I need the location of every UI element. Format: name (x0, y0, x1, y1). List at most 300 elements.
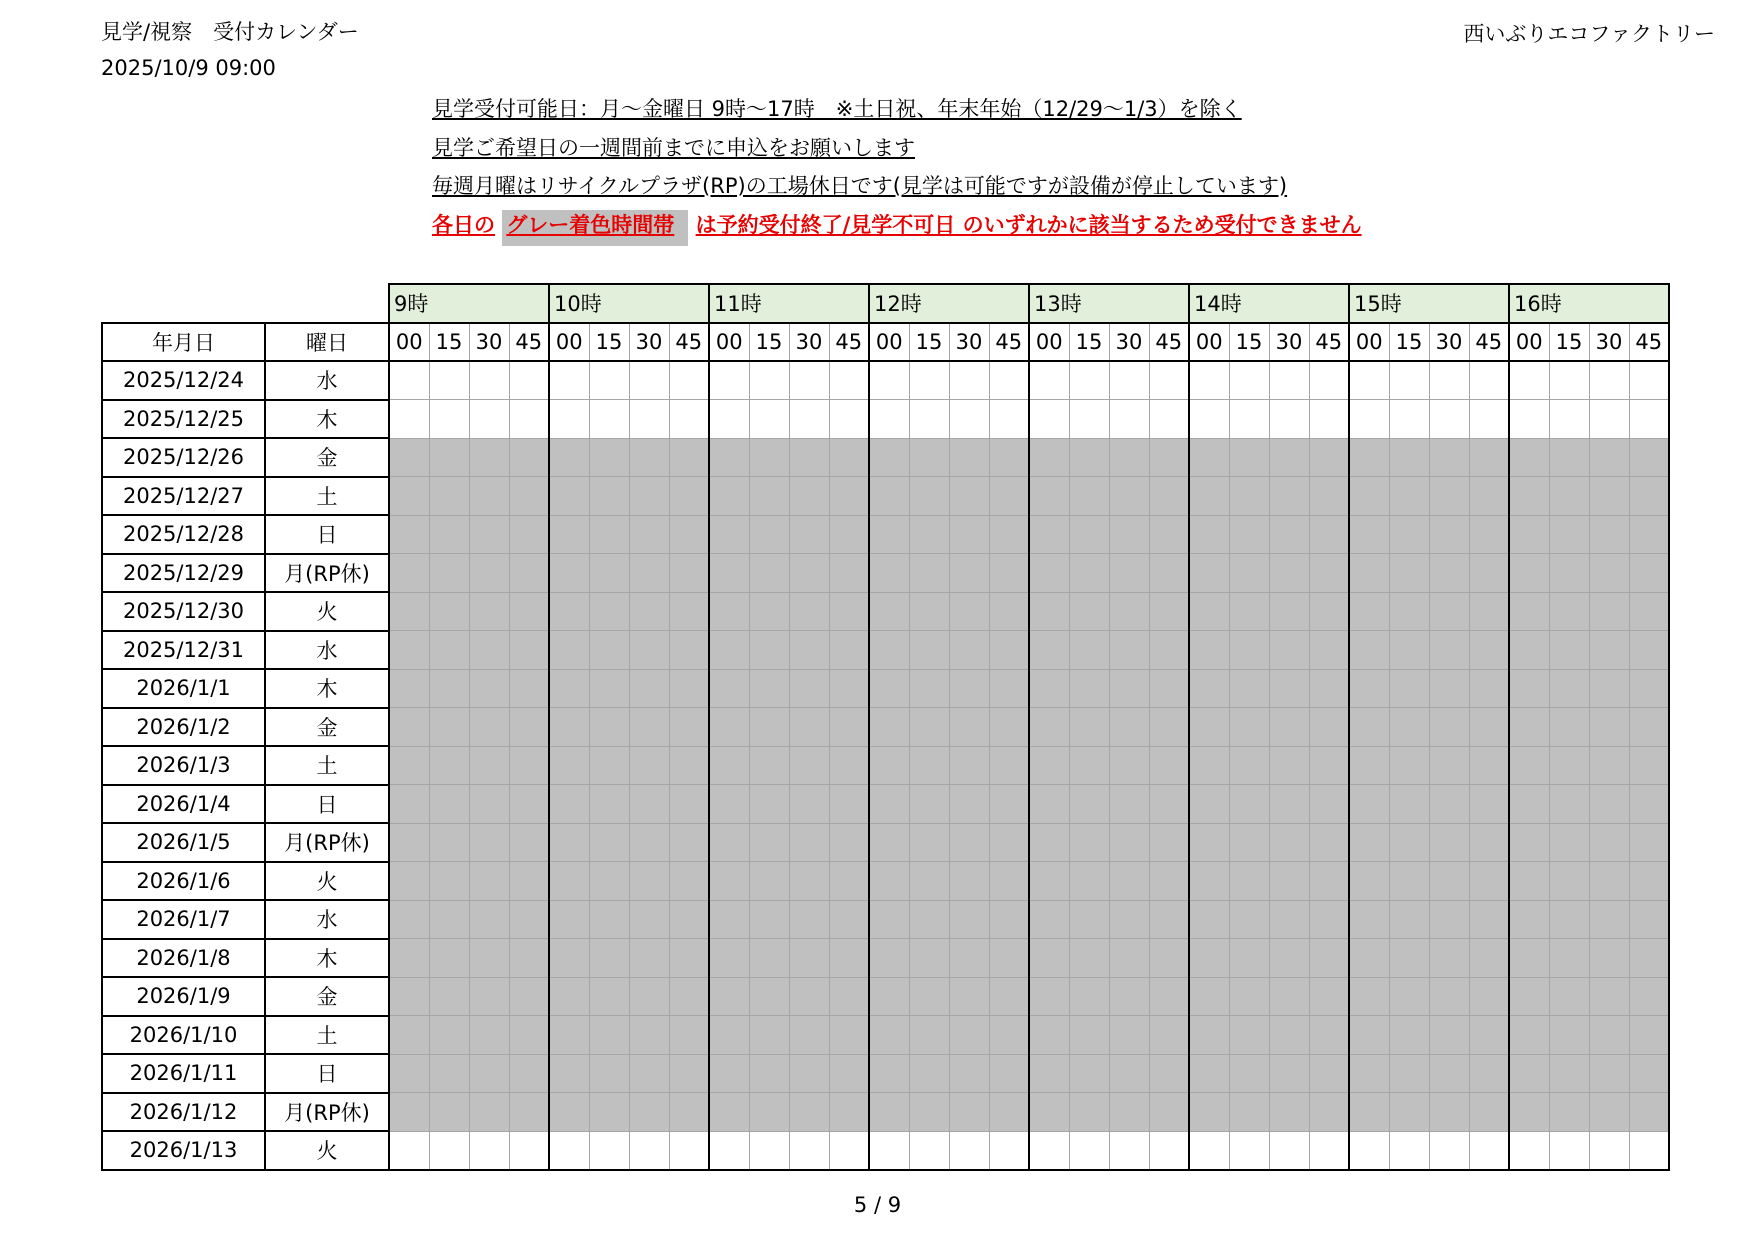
time-slot-closed (509, 900, 549, 939)
time-slot-closed (1269, 939, 1309, 978)
time-slot-open (1229, 1131, 1269, 1170)
time-slot-closed (1069, 977, 1109, 1016)
time-slot-open (869, 1131, 909, 1170)
time-slot-closed (1589, 592, 1629, 631)
time-slot-closed (589, 631, 629, 670)
minute-header: 45 (829, 323, 869, 362)
time-slot-closed (829, 438, 869, 477)
weekday-cell: 水 (265, 631, 389, 670)
time-slot-closed (549, 1016, 589, 1055)
minute-header: 15 (429, 323, 469, 362)
time-slot-closed (909, 862, 949, 901)
time-slot-closed (829, 746, 869, 785)
weekday-cell: 日 (265, 515, 389, 554)
time-slot-open (1349, 400, 1389, 439)
minute-header: 30 (1269, 323, 1309, 362)
time-slot-closed (629, 631, 669, 670)
time-slot-closed (589, 977, 629, 1016)
time-slot-closed (1429, 1016, 1469, 1055)
time-slot-closed (1629, 746, 1669, 785)
date-cell: 2026/1/9 (102, 977, 265, 1016)
header-blank (265, 284, 389, 323)
time-slot-closed (909, 746, 949, 785)
time-slot-closed (1589, 631, 1629, 670)
time-slot-closed (1349, 862, 1389, 901)
time-slot-closed (469, 977, 509, 1016)
time-slot-closed (589, 785, 629, 824)
time-slot-closed (549, 977, 589, 1016)
time-slot-closed (949, 746, 989, 785)
time-slot-closed (869, 1054, 909, 1093)
time-slot-open (1269, 1131, 1309, 1170)
page-title: 見学/視察 受付カレンダー (101, 20, 359, 44)
time-slot-closed (509, 708, 549, 747)
time-slot-closed (1029, 515, 1069, 554)
time-slot-closed (1189, 977, 1229, 1016)
time-slot-closed (949, 1054, 989, 1093)
time-slot-open (1349, 361, 1389, 400)
time-slot-closed (549, 477, 589, 516)
time-slot-closed (1229, 823, 1269, 862)
time-slot-closed (389, 554, 429, 593)
time-slot-closed (1549, 785, 1589, 824)
time-slot-closed (1349, 438, 1389, 477)
time-slot-closed (1509, 515, 1549, 554)
time-slot-closed (589, 554, 629, 593)
time-slot-open (1029, 361, 1069, 400)
time-slot-closed (1069, 1016, 1109, 1055)
time-slot-closed (629, 785, 669, 824)
reservation-calendar-table (101, 283, 1670, 1171)
time-slot-closed (1029, 785, 1069, 824)
time-slot-closed (1309, 746, 1349, 785)
time-slot-closed (1149, 785, 1189, 824)
time-slot-closed (949, 1093, 989, 1132)
time-slot-closed (629, 1054, 669, 1093)
weekday-cell: 金 (265, 977, 389, 1016)
time-slot-closed (429, 477, 469, 516)
time-slot-closed (789, 669, 829, 708)
time-slot-closed (589, 592, 629, 631)
time-slot-closed (789, 515, 829, 554)
time-slot-closed (1629, 554, 1669, 593)
time-slot-closed (1309, 515, 1349, 554)
time-slot-closed (909, 939, 949, 978)
time-slot-closed (1469, 1016, 1509, 1055)
time-slot-closed (989, 823, 1029, 862)
minute-header: 00 (869, 323, 909, 362)
time-slot-closed (469, 515, 509, 554)
time-slot-closed (469, 823, 509, 862)
time-slot-closed (429, 900, 469, 939)
time-slot-closed (709, 1054, 749, 1093)
time-slot-closed (709, 746, 749, 785)
time-slot-closed (709, 785, 749, 824)
time-slot-closed (429, 977, 469, 1016)
time-slot-closed (509, 1016, 549, 1055)
time-slot-closed (1389, 823, 1429, 862)
time-slot-closed (789, 939, 829, 978)
time-slot-closed (1269, 823, 1309, 862)
time-slot-closed (1229, 977, 1269, 1016)
time-slot-closed (1309, 1016, 1349, 1055)
time-slot-closed (1229, 708, 1269, 747)
time-slot-closed (669, 1093, 709, 1132)
time-slot-closed (1109, 977, 1149, 1016)
time-slot-closed (749, 592, 789, 631)
time-slot-closed (1389, 477, 1429, 516)
time-slot-closed (1629, 977, 1669, 1016)
time-slot-closed (1229, 1016, 1269, 1055)
date-cell: 2025/12/26 (102, 438, 265, 477)
time-slot-closed (949, 823, 989, 862)
time-slot-closed (1509, 477, 1549, 516)
time-slot-closed (989, 554, 1029, 593)
time-slot-closed (1349, 939, 1389, 978)
time-slot-closed (1509, 900, 1549, 939)
time-slot-closed (509, 631, 549, 670)
time-slot-closed (589, 515, 629, 554)
time-slot-closed (789, 785, 829, 824)
calendar-row (102, 554, 1669, 593)
time-slot-closed (1469, 862, 1509, 901)
weekday-cell: 火 (265, 862, 389, 901)
time-slot-closed (549, 746, 589, 785)
time-slot-closed (589, 900, 629, 939)
time-slot-closed (1629, 631, 1669, 670)
time-slot-closed (1549, 669, 1589, 708)
time-slot-closed (509, 592, 549, 631)
time-slot-closed (1349, 746, 1389, 785)
weekday-cell: 木 (265, 400, 389, 439)
time-slot-closed (789, 746, 829, 785)
time-slot-closed (1429, 977, 1469, 1016)
time-slot-closed (1189, 708, 1229, 747)
time-slot-closed (1549, 900, 1589, 939)
minute-header: 45 (1309, 323, 1349, 362)
calendar-row (102, 708, 1669, 747)
weekday-cell: 木 (265, 669, 389, 708)
time-slot-closed (469, 477, 509, 516)
time-slot-open (709, 361, 749, 400)
time-slot-closed (669, 785, 709, 824)
minute-header: 00 (709, 323, 749, 362)
time-slot-closed (1269, 746, 1309, 785)
time-slot-closed (1149, 631, 1189, 670)
time-slot-open (989, 400, 1029, 439)
minute-header: 45 (509, 323, 549, 362)
time-slot-closed (1469, 708, 1509, 747)
time-slot-closed (1229, 438, 1269, 477)
time-slot-closed (789, 1054, 829, 1093)
time-slot-closed (1029, 631, 1069, 670)
time-slot-closed (1109, 785, 1149, 824)
time-slot-closed (869, 746, 909, 785)
time-slot-closed (1229, 669, 1269, 708)
time-slot-closed (1629, 515, 1669, 554)
time-slot-closed (389, 977, 429, 1016)
time-slot-closed (1069, 515, 1109, 554)
time-slot-closed (1189, 785, 1229, 824)
time-slot-closed (1109, 823, 1149, 862)
time-slot-open (709, 1131, 749, 1170)
minute-header: 00 (1029, 323, 1069, 362)
time-slot-open (469, 400, 509, 439)
time-slot-closed (1389, 554, 1429, 593)
time-slot-closed (669, 515, 709, 554)
weekday-cell: 木 (265, 939, 389, 978)
time-slot-closed (1469, 438, 1509, 477)
time-slot-closed (949, 900, 989, 939)
time-slot-closed (1509, 823, 1549, 862)
time-slot-closed (1149, 939, 1189, 978)
weekday-cell: 水 (265, 900, 389, 939)
time-slot-closed (629, 708, 669, 747)
weekday-cell: 金 (265, 438, 389, 477)
time-slot-closed (989, 977, 1029, 1016)
time-slot-closed (1389, 746, 1429, 785)
time-slot-closed (989, 785, 1029, 824)
time-slot-closed (389, 1054, 429, 1093)
time-slot-open (709, 400, 749, 439)
minute-header: 15 (749, 323, 789, 362)
time-slot-closed (1549, 1016, 1589, 1055)
date-cell: 2025/12/28 (102, 515, 265, 554)
time-slot-closed (1429, 631, 1469, 670)
time-slot-closed (589, 939, 629, 978)
time-slot-closed (389, 669, 429, 708)
weekday-cell: 土 (265, 1016, 389, 1055)
time-slot-open (1629, 400, 1669, 439)
hour-header: 11時 (709, 284, 869, 323)
time-slot-closed (1509, 1054, 1549, 1093)
time-slot-closed (1109, 708, 1149, 747)
time-slot-closed (1509, 708, 1549, 747)
calendar-row (102, 1131, 1669, 1170)
calendar-row (102, 361, 1669, 400)
time-slot-closed (1149, 554, 1189, 593)
hour-header-row (102, 284, 1669, 323)
time-slot-closed (749, 977, 789, 1016)
time-slot-closed (869, 900, 909, 939)
time-slot-closed (1189, 939, 1229, 978)
time-slot-closed (789, 862, 829, 901)
time-slot-closed (589, 1093, 629, 1132)
time-slot-closed (1309, 631, 1349, 670)
time-slot-closed (989, 708, 1029, 747)
time-slot-closed (1069, 1093, 1109, 1132)
time-slot-closed (1149, 708, 1189, 747)
time-slot-closed (829, 592, 869, 631)
time-slot-closed (629, 477, 669, 516)
hour-header: 13時 (1029, 284, 1189, 323)
weekday-cell: 土 (265, 746, 389, 785)
minute-header: 15 (589, 323, 629, 362)
time-slot-closed (1069, 631, 1109, 670)
time-slot-closed (1429, 669, 1469, 708)
time-slot-closed (869, 1016, 909, 1055)
time-slot-closed (709, 1093, 749, 1132)
time-slot-closed (1109, 554, 1149, 593)
time-slot-closed (469, 1054, 509, 1093)
time-slot-closed (1189, 1054, 1229, 1093)
time-slot-closed (669, 592, 709, 631)
time-slot-closed (1109, 862, 1149, 901)
time-slot-closed (1069, 1054, 1109, 1093)
time-slot-closed (709, 823, 749, 862)
time-slot-closed (989, 438, 1029, 477)
time-slot-closed (389, 746, 429, 785)
time-slot-closed (1229, 785, 1269, 824)
minute-header: 30 (789, 323, 829, 362)
time-slot-closed (549, 900, 589, 939)
time-slot-closed (1109, 477, 1149, 516)
time-slot-open (1189, 1131, 1229, 1170)
minute-header: 45 (1469, 323, 1509, 362)
minute-header: 45 (1629, 323, 1669, 362)
time-slot-closed (669, 631, 709, 670)
time-slot-closed (709, 438, 749, 477)
time-slot-closed (869, 823, 909, 862)
time-slot-closed (549, 592, 589, 631)
time-slot-open (789, 1131, 829, 1170)
time-slot-closed (1589, 1016, 1629, 1055)
time-slot-closed (869, 477, 909, 516)
time-slot-open (389, 1131, 429, 1170)
time-slot-closed (1109, 515, 1149, 554)
time-slot-closed (669, 438, 709, 477)
minute-header: 00 (1349, 323, 1389, 362)
time-slot-closed (1629, 1054, 1669, 1093)
time-slot-closed (789, 477, 829, 516)
time-slot-closed (469, 554, 509, 593)
time-slot-closed (1469, 1054, 1509, 1093)
time-slot-closed (1629, 939, 1669, 978)
time-slot-closed (1509, 785, 1549, 824)
time-slot-closed (909, 631, 949, 670)
time-slot-closed (789, 438, 829, 477)
time-slot-closed (1189, 592, 1229, 631)
time-slot-open (429, 400, 469, 439)
time-slot-open (1069, 361, 1109, 400)
time-slot-closed (749, 862, 789, 901)
time-slot-closed (1189, 669, 1229, 708)
time-slot-closed (629, 1093, 669, 1132)
time-slot-closed (1269, 1093, 1309, 1132)
time-slot-closed (869, 977, 909, 1016)
time-slot-closed (1189, 1093, 1229, 1132)
time-slot-closed (1029, 438, 1069, 477)
time-slot-closed (1069, 900, 1109, 939)
time-slot-closed (429, 669, 469, 708)
time-slot-closed (1149, 823, 1189, 862)
organization-name: 西いぶりエコファクトリー (1463, 22, 1715, 46)
time-slot-open (1149, 1131, 1189, 1170)
time-slot-open (429, 1131, 469, 1170)
time-slot-closed (989, 515, 1029, 554)
time-slot-open (1029, 1131, 1069, 1170)
time-slot-open (669, 1131, 709, 1170)
time-slot-open (1029, 400, 1069, 439)
time-slot-closed (1589, 708, 1629, 747)
time-slot-closed (1429, 708, 1469, 747)
time-slot-closed (829, 823, 869, 862)
time-slot-closed (1229, 1093, 1269, 1132)
time-slot-closed (1589, 1093, 1629, 1132)
time-slot-closed (629, 438, 669, 477)
time-slot-closed (1629, 823, 1669, 862)
time-slot-closed (989, 631, 1029, 670)
calendar-row (102, 1054, 1669, 1093)
minute-header: 30 (1109, 323, 1149, 362)
time-slot-closed (1229, 631, 1269, 670)
time-slot-closed (1429, 438, 1469, 477)
time-slot-open (1589, 1131, 1629, 1170)
time-slot-open (509, 1131, 549, 1170)
time-slot-closed (549, 515, 589, 554)
time-slot-closed (1589, 977, 1629, 1016)
time-slot-closed (1349, 515, 1389, 554)
time-slot-closed (1189, 477, 1229, 516)
time-slot-closed (989, 1093, 1029, 1132)
time-slot-closed (549, 554, 589, 593)
time-slot-closed (989, 1016, 1029, 1055)
weekday-cell: 日 (265, 785, 389, 824)
time-slot-open (1589, 400, 1629, 439)
weekday-cell: 月(RP休) (265, 554, 389, 593)
time-slot-closed (789, 900, 829, 939)
time-slot-closed (909, 438, 949, 477)
minute-header: 00 (549, 323, 589, 362)
time-slot-closed (469, 708, 509, 747)
time-slot-closed (1509, 1093, 1549, 1132)
time-slot-closed (1549, 823, 1589, 862)
time-slot-open (669, 361, 709, 400)
time-slot-closed (629, 669, 669, 708)
time-slot-open (1629, 361, 1669, 400)
time-slot-closed (549, 1093, 589, 1132)
time-slot-closed (1429, 746, 1469, 785)
time-slot-closed (1149, 592, 1189, 631)
time-slot-closed (1429, 515, 1469, 554)
time-slot-closed (469, 631, 509, 670)
time-slot-open (1629, 1131, 1669, 1170)
time-slot-closed (1189, 862, 1229, 901)
time-slot-closed (1229, 862, 1269, 901)
time-slot-closed (1629, 900, 1669, 939)
minute-header: 15 (1229, 323, 1269, 362)
time-slot-closed (1309, 823, 1349, 862)
time-slot-open (629, 361, 669, 400)
time-slot-closed (1389, 977, 1429, 1016)
time-slot-closed (1349, 554, 1389, 593)
time-slot-closed (829, 669, 869, 708)
time-slot-closed (509, 823, 549, 862)
time-slot-closed (509, 669, 549, 708)
time-slot-closed (389, 1093, 429, 1132)
time-slot-closed (1029, 862, 1069, 901)
time-slot-closed (829, 862, 869, 901)
time-slot-closed (629, 862, 669, 901)
time-slot-closed (1309, 1054, 1349, 1093)
time-slot-closed (989, 592, 1029, 631)
time-slot-closed (1549, 1093, 1589, 1132)
time-slot-closed (1189, 515, 1229, 554)
time-slot-closed (709, 631, 749, 670)
time-slot-closed (629, 746, 669, 785)
time-slot-closed (1109, 746, 1149, 785)
minute-header: 30 (1429, 323, 1469, 362)
